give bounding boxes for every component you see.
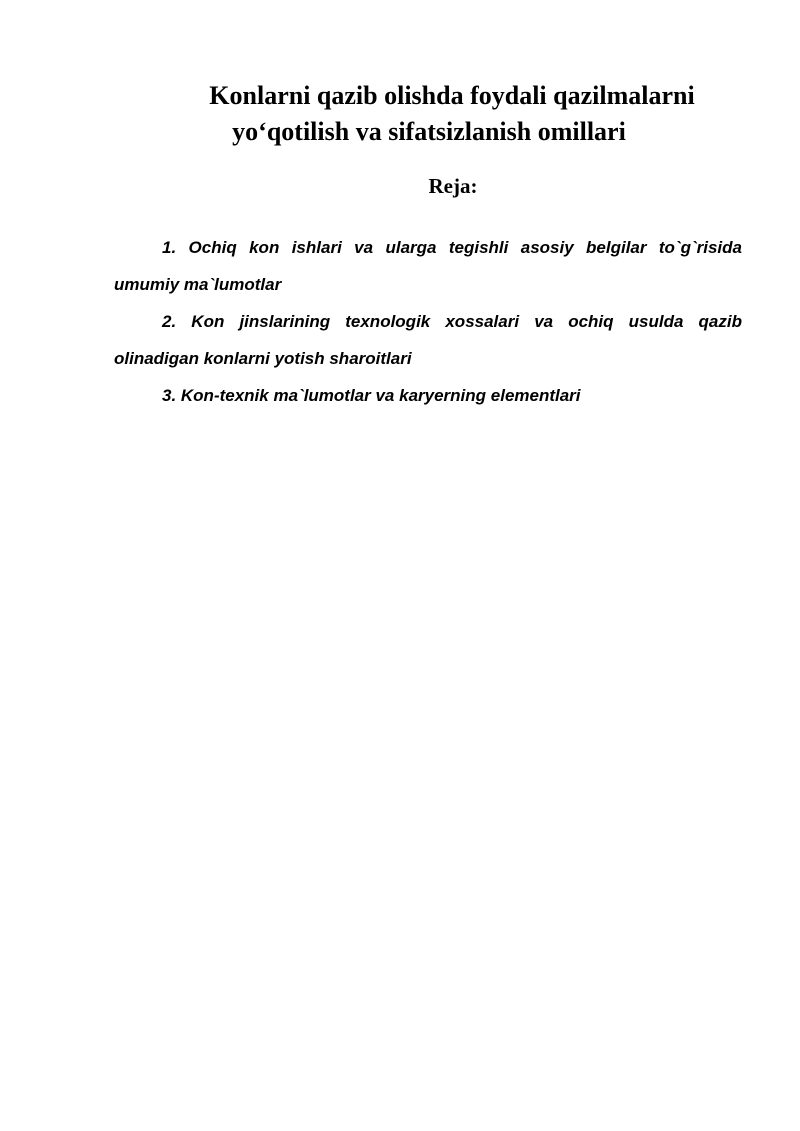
plan-item: 2. Kon jinslarining texnologik xossalari va ochiq usulda qazib olinadigan konlarni yotish sharoitlari	[114, 312, 742, 368]
plan-item: 3. Kon-texnik ma`lumotlar va karyerning elementlari	[162, 386, 581, 405]
title-line-1: Konlarni qazib olishda foydali qazilmalarni	[209, 81, 695, 110]
plan-item: 1. Ochiq kon ishlari va ularga tegishli asosiy belgilar to`g`risida umumiy ma`lumotlar	[114, 238, 742, 294]
plan-list	[114, 229, 742, 414]
title-line-2: yo‘qotilish va sifatsizlanish omillari	[232, 117, 626, 146]
document-title	[140, 78, 760, 150]
plan-heading: Reja:	[428, 174, 478, 198]
